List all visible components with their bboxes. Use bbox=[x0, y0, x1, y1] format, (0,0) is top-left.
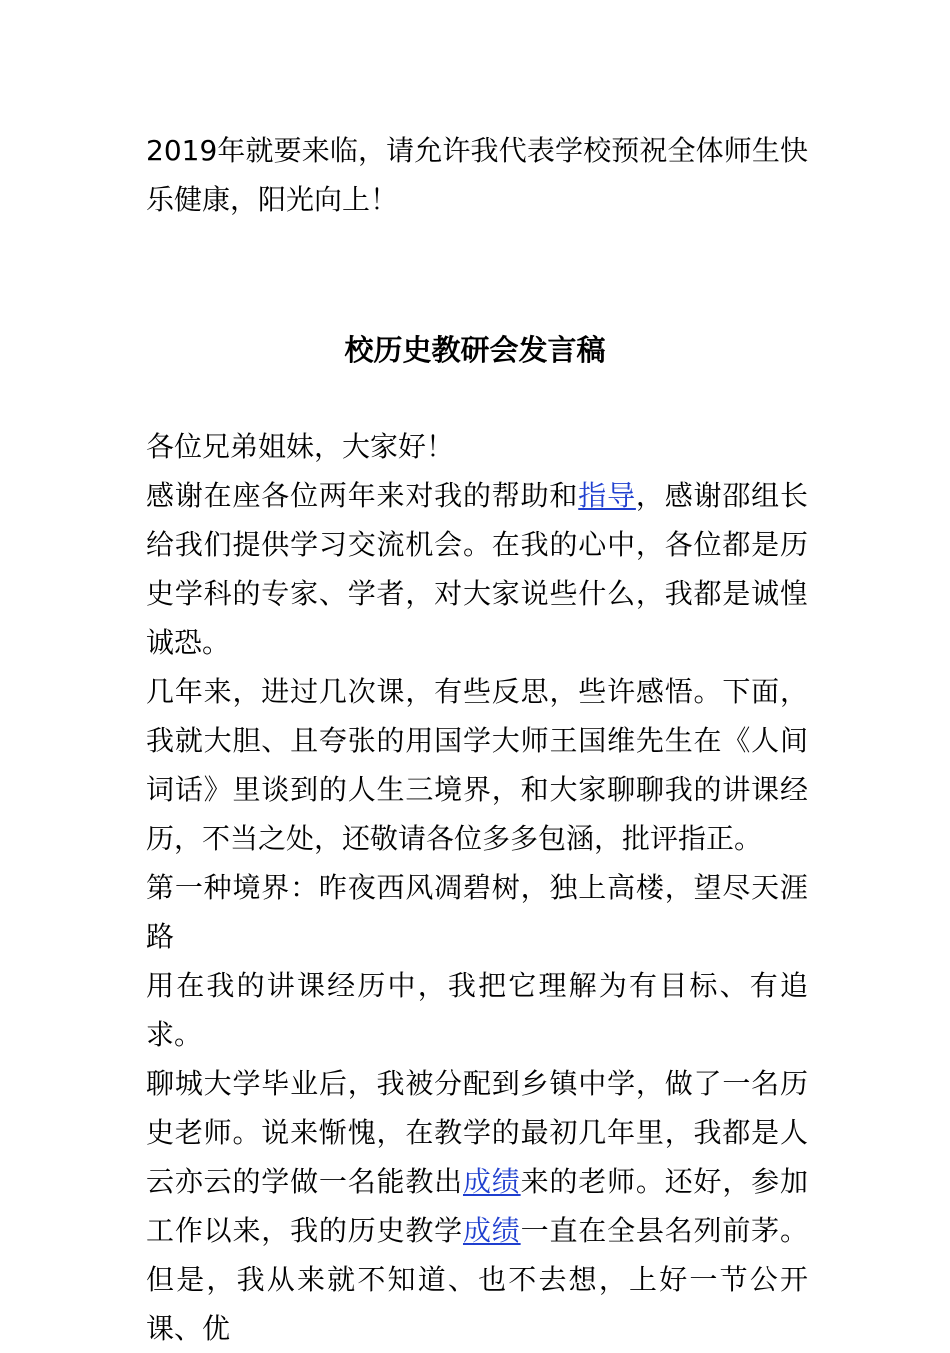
document-title: 校历史教研会发言稿 bbox=[344, 333, 606, 367]
paragraph-thanks-after: ，感谢邵组长给我们提供学习交流机会。在我的心中，各位都是历史学科的专家、学者，对大家说些什么，我都是诚惶诚恐。 bbox=[146, 479, 808, 659]
paragraph-goal: 用在我的讲课经历中，我把它理解为有目标、有追求。 bbox=[146, 969, 808, 1051]
intro-text: 2019年就要来临，请允许我代表学校预祝全体师生快乐健康，阳光向上！ bbox=[146, 134, 808, 216]
greeting: 各位兄弟姐妹，大家好！ bbox=[146, 430, 455, 463]
intro-paragraph bbox=[146, 126, 808, 224]
paragraph-reflection: 几年来，进过几次课，有些反思，些许感悟。下面，我就大胆、且夸张的用国学大师王国维先生在《人间词话》里谈到的人生三境界，和大家聊聊我的讲课经历，不当之处，还敬请各位多多包涵，批评指正。 bbox=[146, 675, 808, 855]
paragraph-career bbox=[146, 1059, 808, 1353]
paragraph-career-part2: 来的老师。还好，参加工作以来，我的历史教学 bbox=[146, 1165, 808, 1247]
paragraph-first-realm: 第一种境界：昨夜西风凋碧树，独上高楼，望尽天涯路 bbox=[146, 871, 808, 953]
paragraph-career-part1: 聊城大学毕业后，我被分配到乡镇中学，做了一名历史老师。说来惭愧，在教学的最初几年里，我都是人云亦云的学做一名能教出 bbox=[146, 1067, 808, 1198]
link-grades-2[interactable]: 成绩 bbox=[462, 1214, 521, 1247]
paragraph-career-part3: 一直在全县名列前茅。但是，我从来就不知道、也不去想，上好一节公开课、优 bbox=[146, 1214, 808, 1345]
paragraph-thanks-before: 感谢在座各位两年来对我的帮助和 bbox=[146, 479, 579, 512]
speech-body bbox=[146, 422, 808, 1353]
link-guidance[interactable]: 指导 bbox=[578, 479, 636, 512]
paragraph-thanks bbox=[146, 471, 808, 667]
link-grades-1[interactable]: 成绩 bbox=[462, 1165, 521, 1198]
